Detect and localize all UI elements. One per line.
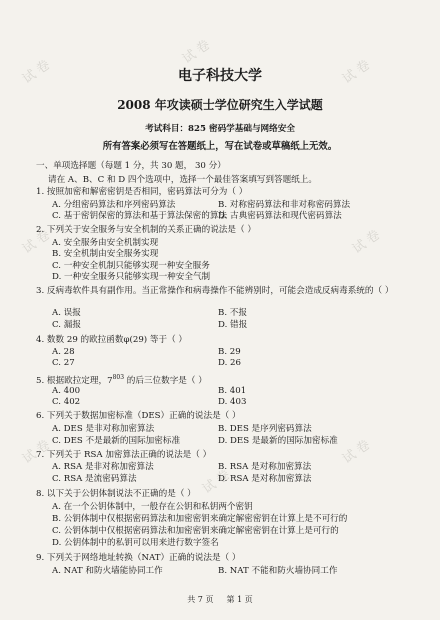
question-option: B. 29 [218, 347, 241, 357]
question-option: C. DES 不是最新的国际加密标准 [52, 436, 181, 446]
question-option: D. 26 [218, 358, 241, 368]
question-option: C. 402 [52, 397, 81, 407]
question-option: C. 27 [52, 358, 75, 368]
question-option: B. RSA 是对称加密算法 [218, 462, 312, 472]
page-footer [0, 595, 440, 605]
question-option: B. NAT 不能和防火墙协同工作 [218, 566, 338, 576]
watermark: 试卷 [19, 55, 57, 88]
question-stem: 9. 下列关于网络地址转换（NAT）正确的说法是（ ） [36, 553, 241, 563]
question-option: A. NAT 和防火墙能协同工作 [52, 566, 163, 576]
question-option: A. 分组密码算法和序列密码算法 [52, 200, 176, 210]
question-option: A. RSA 是非对称加密算法 [52, 462, 154, 472]
question-option: A. 28 [52, 347, 75, 357]
question-stem: 1. 按照加密和解密密钥是否相同，密码算法可分为（ ） [36, 187, 248, 197]
question-stem: 5. 根据欧拉定理，$7^{803}$ 的后三位数字是（ ） [36, 374, 207, 386]
current-page: 第 1 页 [226, 595, 253, 604]
question-option: D. 公钥体制中的私钥可以用来进行数字签名 [52, 538, 219, 548]
question-option: D. 古典密码算法和现代密码算法 [218, 211, 342, 221]
university-name: 电子科技大学 [178, 68, 262, 84]
question-stem: 4. 数数 29 的欧拉函数φ(29) 等于（ ） [36, 335, 187, 345]
question-option: C. 基于密钥保密的算法和基于算法保密的算法 [52, 211, 228, 221]
watermark: 试卷 [19, 435, 57, 468]
question-option: A. DES 是非对称加密算法 [52, 424, 155, 434]
exam-title: 2008 年攻读硕士学位研究生入学试题 [117, 98, 323, 112]
question-option: C. 漏报 [52, 320, 81, 330]
watermark: 试卷 [349, 225, 387, 258]
question-option: C. 一种安全机制只能够实现一种安全服务 [52, 261, 210, 271]
question-stem: 2. 下列关于安全服务与安全机制的关系正确的说法是（ ） [36, 225, 256, 235]
question-option: D. 403 [218, 397, 247, 407]
question-option: B. DES 是序列密码算法 [218, 424, 312, 434]
question-stem: 7. 下列关于 RSA 加密算法正确的说法是（ ） [36, 450, 212, 460]
section-instruction: 请在 A、B、C 和 D 四个选项中，选择一个最佳答案填写到答题纸上。 [48, 175, 317, 185]
question-option: A. 安全服务由安全机制实现 [52, 238, 159, 248]
watermark: 试卷 [339, 435, 377, 468]
exam-notice: 所有答案必须写在答题纸上，写在试卷或草稿纸上无效。 [102, 141, 338, 152]
question-option: B. 不报 [218, 308, 247, 318]
question-option: B. 对称密码算法和非对称密码算法 [218, 200, 351, 210]
question-stem: 8. 以下关于公钥体制说法不正确的是（ ） [36, 489, 196, 499]
section-title: 一、单项选择题（每题 1 分，共 30 题， 30 分） [36, 161, 226, 171]
question-option: D. 一种安全服务只能够实现一种安全气制 [52, 272, 211, 282]
question-stem: 6. 下列关于数据加密标准（DES）正确的说法是（ ） [36, 411, 241, 421]
question-option: B. 401 [218, 386, 247, 396]
question-option: A. 400 [52, 386, 81, 396]
watermark: 试卷 [179, 35, 217, 68]
question-option: B. 安全机制由安全服务实现 [52, 249, 159, 259]
question-option: C. 公钥体制中仅根据密码算法和加密密钥来确定解密密钥在计算上是可行的 [52, 526, 339, 536]
question-option: D. RSA 是对称加密算法 [218, 474, 312, 484]
total-pages: 共 7 页 [187, 595, 214, 604]
question-option: A. 误报 [52, 308, 81, 318]
question-option: D. 错报 [218, 320, 248, 330]
watermark: 试卷 [339, 55, 377, 88]
question-option: B. 公钥体制中仅根据密码算法和加密密钥来确定解密密钥在计算上是不可行的 [52, 514, 348, 524]
question-option: A. 在一个公钥体制中，一般存在公钥和私钥两个密钥 [52, 502, 253, 512]
exam-subject: 考试科目：825 密码学基础与网络安全 [145, 124, 295, 134]
question-option: D. DES 是最新的国际加密标准 [218, 436, 338, 446]
question-stem: 3. 反病毒软件具有副作用。当正常操作和病毒操作不能辨别时，可能会造成反病毒系统的（ ） [36, 286, 394, 296]
watermark: 试卷 [199, 465, 237, 498]
question-option: C. RSA 是流密码算法 [52, 474, 137, 484]
watermark: 试卷 [19, 225, 57, 258]
